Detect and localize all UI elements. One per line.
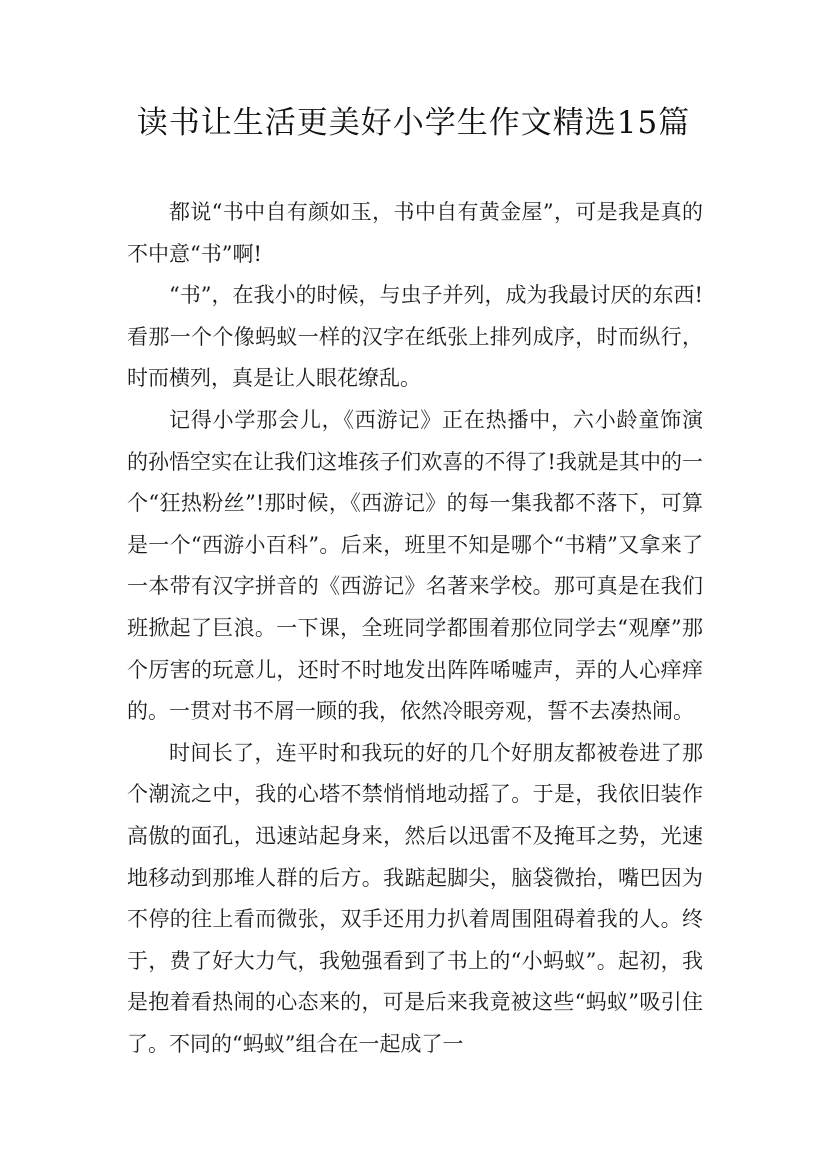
document-title: 读书让生活更美好小学生作文精选15篇 <box>136 105 691 141</box>
document-body <box>127 192 703 1065</box>
paragraph-4: 时间长了，连平时和我玩的好的几个好朋友都被卷进了那个潮流之中，我的心塔不禁悄悄地动摇了。于是，我依旧装作高傲的面孔，迅速站起身来，然后以迅雷不及掩耳之势，光速地移动到那堆人群的后方。我踮起脚尖，脑袋微抬，嘴巴因为不停的往上看而微张，双手还用力扒着周围阻碍着我的人。终于，费了好大力气，我勉强看到了书上的“小蚂蚁”。起初，我是抱着看热闹的心态来的，可是后来我竟被这些“蚂蚁”吸引住了。不同的“蚂蚁”组合在一起成了一 <box>127 740 703 1056</box>
paragraph-3: 记得小学那会儿，《西游记》正在热播中，六小龄童饰演的孙悟空实在让我们这堆孩子们欢喜的不得了!我就是其中的一个“狂热粉丝”!那时候，《西游记》的每一集我都不落下，可算是一个“西游小百科”。后来，班里不知是哪个“书精”又拿来了一本带有汉字拼音的《西游记》名著来学校。那可真是在我们班掀起了巨浪。一下课，全班同学都围着那位同学去“观摩”那个厉害的玩意儿，还时不时地发出阵阵唏嘘声，弄的人心痒痒的。一贯对书不屑一顾的我，依然冷眼旁观，誓不去凑热闹。 <box>127 407 703 724</box>
paragraph-1: 都说“书中自有颜如玉，书中自有黄金屋”，可是我是真的不中意“书”啊! <box>127 200 703 266</box>
paragraph-2: “书”，在我小的时候，与虫子并列，成为我最讨厌的东西!看那一个个像蚂蚁一样的汉字在纸张上排列成序，时而纵行，时而横列，真是让人眼花缭乱。 <box>127 283 703 391</box>
